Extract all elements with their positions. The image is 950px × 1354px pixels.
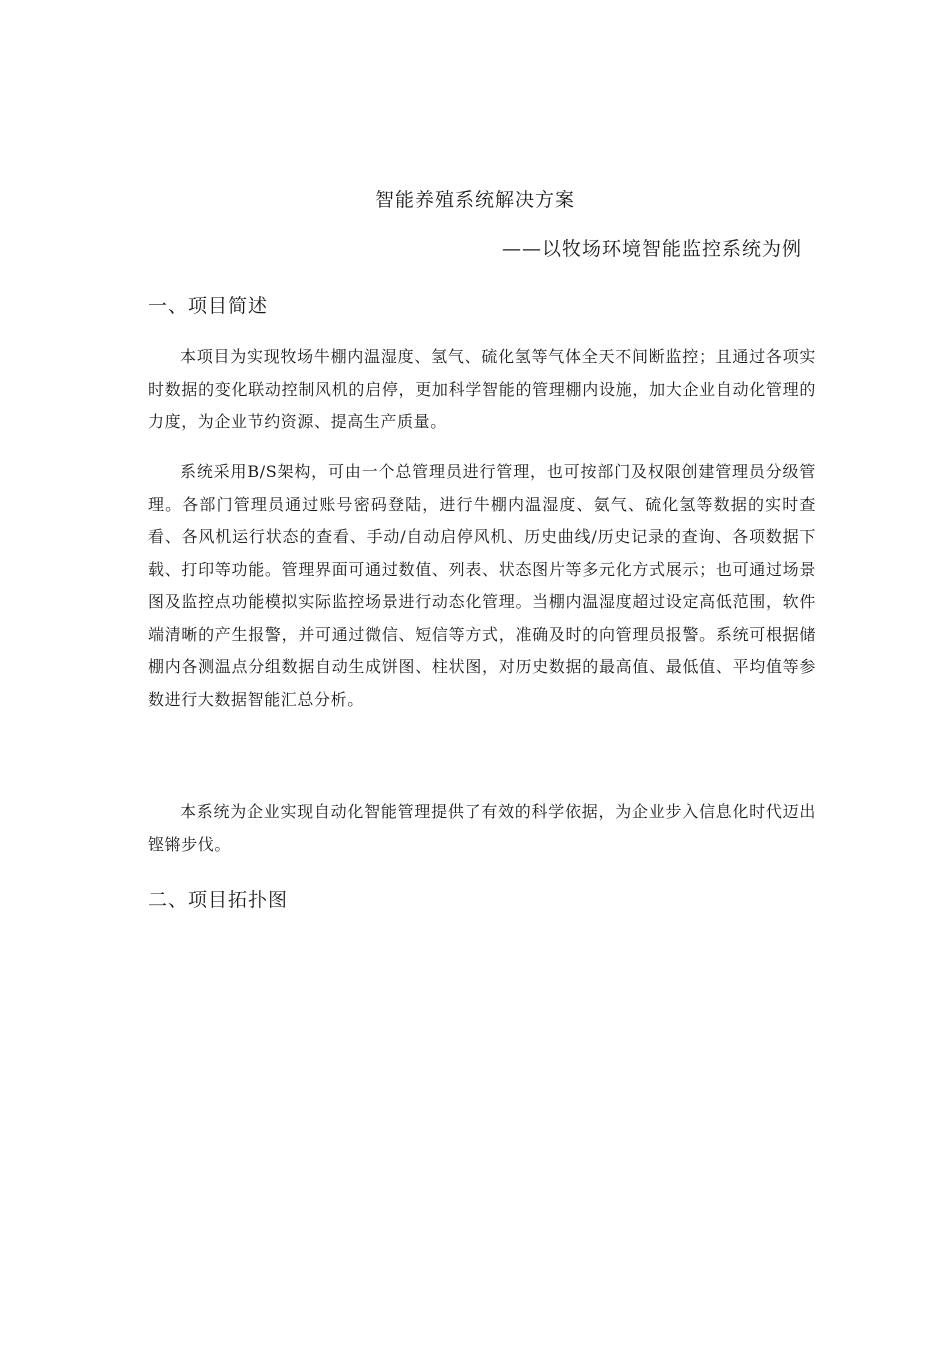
section-heading-topology: 二、项目拓扑图 [148, 889, 289, 911]
paragraph-conclusion: 本系统为企业实现自动化智能管理提供了有效的科学依据，为企业步入信息化时代迈出铿锵步伐。 [148, 802, 816, 854]
paragraph-system-architecture: 系统采用B/S架构，可由一个总管理员进行管理，也可按部门及权限创建管理员分级管理。各部门管理员通过账号密码登陆，进行牛棚内温湿度、氨气、硫化氢等数据的实时查看、各风机运行状态的查看、手动/自动启停风机、历史曲线/历史记录的查询、各项数据下载、打印等功能。管理界面可通过数值、列表、状态图片等多元化方式展示；也可通过场景图及监控点功能模拟实际监控场景进行动态化管理。当棚内温湿度超过设定高低范围，软件端清晰的产生报警，并可通过微信、短信等方式，准确及时的向管理员报警。系统可根据储棚内各测温点分组数据自动生成饼图、柱状图，对历史数据的最高值、最低值、平均值等参数进行大数据智能汇总分析。 [148, 462, 816, 709]
section-heading-overview: 一、项目简述 [148, 295, 269, 317]
document-title: 智能养殖系统解决方案 [374, 189, 575, 211]
document-subtitle: ——以牧场环境智能监控系统为例 [501, 238, 802, 260]
paragraph-project-goal: 本项目为实现牧场牛棚内温湿度、氢气、硫化氢等气体全天不间断监控；且通过各项实时数据的变化联动控制风机的启停，更加科学智能的管理棚内设施，加大企业自动化管理的力度，为企业节约资源、提高生产质量。 [148, 347, 816, 431]
